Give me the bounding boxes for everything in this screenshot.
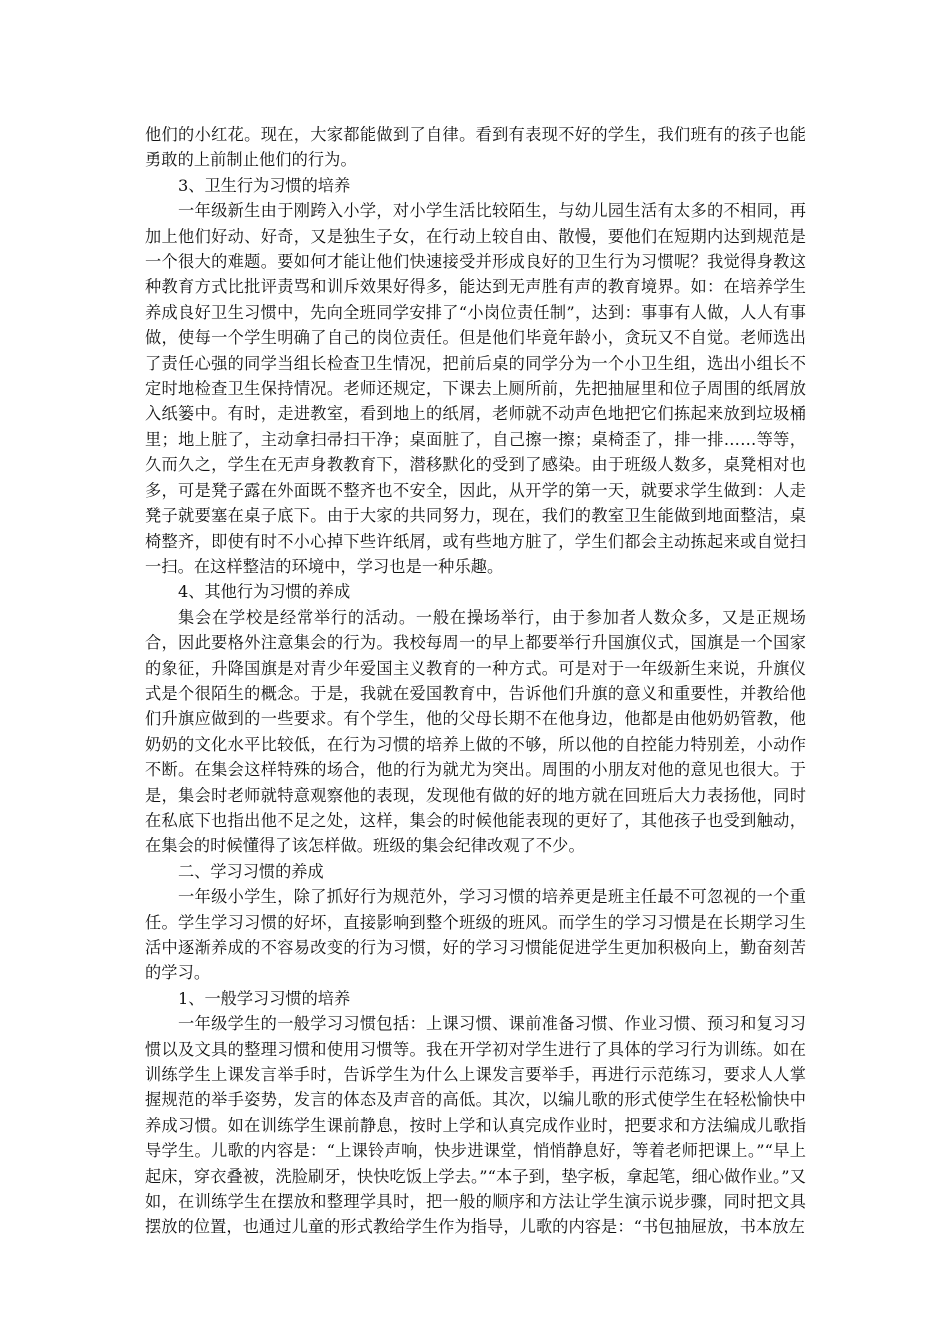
paragraph-general-study: 一年级学生的一般学习习惯包括：上课习惯、课前准备习惯、作业习惯、预习和复习习惯以及文具的整理习惯和使用习惯等。我在开学初对学生进行了具体的学习行为训练。如在训练学生上课发言举手时，告诉学生为什么上课发言要举手，再进行示范练习，要求人人掌握规范的举手姿势，发言的体态及声音的高低。其次，以编儿歌的形式使学生在轻松愉快中养成习惯。如在训练学生课前静息，按时上学和认真完成作业时，把要求和方法编成儿歌指导学生。儿歌的内容是：“上课铃声响，快步进课堂，悄悄静息好，等着老师把课上。”“早上起床，穿衣叠被，洗脸刷牙，快快吃饭上学去。”“本子到，垫字板，拿起笔，细心做作业。”又如，在训练学生在摆放和整理学具时，把一般的顺序和方法让学生演示说步骤，同时把文具摆放的位置，也通过儿童的形式教给学生作为指导，儿歌的内容是：“书包抽屉放，书本放左: [145, 1014, 806, 1237]
section-heading-study-habits: 二、学习习惯的养成: [178, 861, 324, 881]
paragraph-study-habits: 一年级小学生，除了抓好行为规范外，学习习惯的培养更是班主任最不可忽视的一个重任。学生学习习惯的好坏，直接影响到整个班级的班风。而学生的学习习惯是在长期学习生活中逐渐养成的不容易改变的行为习惯，好的学习习惯能促进学生更加积极向上，勤奋刻苦的学习。: [145, 887, 806, 983]
paragraph-hygiene: 一年级新生由于刚跨入小学，对小学生活比较陌生，与幼儿园生活有太多的不相同，再加上他们好动、好奇，又是独生子女，在行动上较自由、散慢，要他们在短期内达到规范是一个很大的难题。要如何才能让他们快速接受并形成良好的卫生行为习惯呢？我觉得身教这种教育方式比批评责骂和训斥效果好得多，能达到无声胜有声的教育境界。如：在培养学生养成良好卫生习惯中，先向全班同学安排了“小岗位责任制”，达到：事事有人做，人人有事做，使每一个学生明确了自己的岗位责任。但是他们毕竟年龄小，贪玩又不自觉。老师选出了责任心强的同学当组长检查卫生情况，把前后桌的同学分为一个小卫生组，选出小组长不定时地检查卫生保持情况。老师还规定，下课去上厕所前，先把抽屉里和位子周围的纸屑放入纸篓中。有时，走进教室，看到地上的纸屑，老师就不动声色地把它们拣起来放到垃圾桶里；地上脏了，主动拿扫帚扫干净；桌面脏了，自己擦一擦；桌椅歪了，排一排……等等，久而久之，学生在无声身教教育下，潜移默化的受到了感染。由于班级人数多，桌凳相对也多，可是凳子露在外面既不整齐也不安全，因此，从开学的第一天，就要求学生做到：人走凳子就要塞在桌子底下。由于大家的共同努力，现在，我们的教室卫生能做到地面整洁，桌椅整齐，即使有时不小心掉下些许纸屑，或有些地方脏了，学生们都会主动拣起来或自觉扫一扫。在这样整洁的环境中，学习也是一种乐趣。: [145, 201, 806, 576]
paragraph-assembly: 集会在学校是经常举行的活动。一般在操场举行，由于参加者人数众多，又是正规场合，因此要格外注意集会的行为。我校每周一的早上都要举行升国旗仪式，国旗是一个国家的象征，升降国旗是对青少年爱国主义教育的一种方式。可是对于一年级新生来说，升旗仪式是个很陌生的概念。于是，我就在爱国教育中，告诉他们升旗的意义和重要性，并教给他们升旗应做到的一些要求。有个学生，他的父母长期不在他身边，他都是由他奶奶管教，他奶奶的文化水平比较低，在行为习惯的培养上做的不够，所以他的自控能力特别差，小动作不断。在集会这样特殊的场合，他的行为就尤为突出。周围的小朋友对他的意见也很大。于是，集会时老师就特意观察他的表现，发现他有做的好的地方就在回班后大力表扬他，同时在私底下也指出他不足之处，这样，集会的时候他能表现的更好了，其他孩子也受到触动，在集会的时候懂得了该怎样做。班级的集会纪律改观了不少。: [145, 607, 806, 856]
section-heading-general-study: 1、一般学习习惯的培养: [178, 988, 351, 1008]
section-heading-other-habits: 4、其他行为习惯的养成: [178, 582, 351, 602]
paragraph-continuation: 他们的小红花。现在，大家都能做到了自律。看到有表现不好的学生，我们班有的孩子也能勇敢的上前制止他们的行为。: [145, 125, 806, 170]
document-page: [145, 122, 806, 1240]
section-heading-hygiene: 3、卫生行为习惯的培养: [178, 175, 351, 195]
